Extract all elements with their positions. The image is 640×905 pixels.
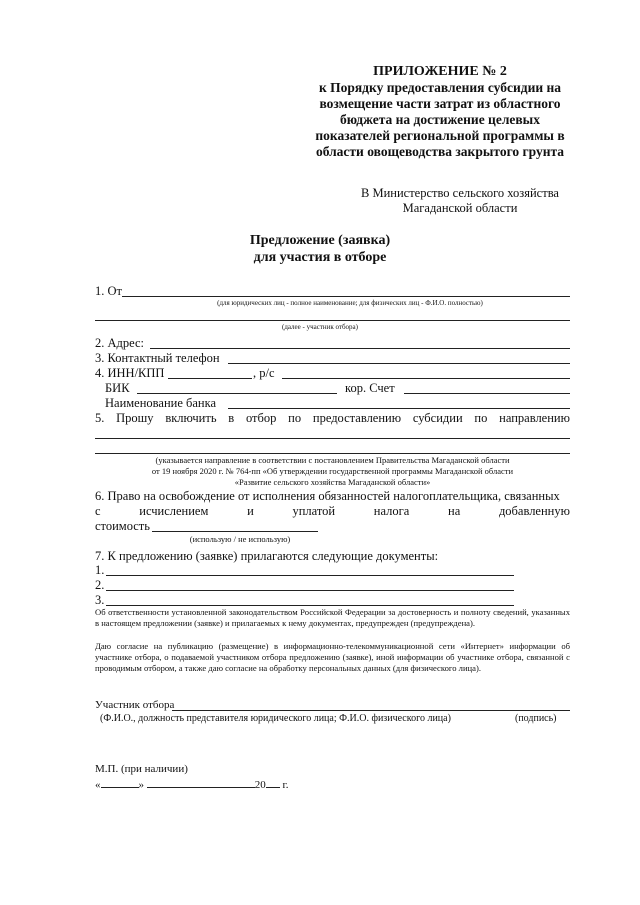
item5-word: включить [165,411,217,425]
item5-note-line: от 19 ноября 2020 г. № 764-пп «Об утверждении государственной программы Магаданской области [151,466,514,476]
month-field[interactable] [147,777,255,788]
participant-label: Участник отбора [95,699,175,711]
item7-label: 7. К предложению (заявке) прилагаются следующие документы: [95,549,439,563]
item5-word: субсидии [412,411,463,425]
item6-word: исчислением [139,504,209,518]
consent-paragraph: Даю согласие на публикацию (размещение) в информационно-телекоммуникационной сети «Интернет» информации об участнике отбора, о подаваемой участником отбора предложению (заявке), иной информации об участнике отбора, связанной с проводимым отбором, а также даю согласие на обработку персональных данных (для физического лица). [95,641,570,673]
year-field[interactable] [266,777,280,788]
stamp-label: М.П. (при наличии) [95,763,188,775]
item5-word: 5. [95,411,105,425]
phone-field[interactable] [228,363,570,364]
item6-word: налога [373,504,410,518]
vat-field[interactable] [152,531,318,532]
item6-line3: стоимость [95,519,150,533]
item6-word: добавленную [498,504,570,518]
address-field[interactable] [150,348,570,349]
appendix-line: бюджета на достижение целевых [340,112,540,127]
item5-word: Прошу [116,411,154,425]
day-field[interactable] [101,777,139,788]
from-field-line2[interactable] [95,320,570,321]
from-hint: (для юридических лиц - полное наименование; для физических лиц - Ф.И.О. полностью) [217,299,483,307]
appendix-line: к Порядку предоставления субсидии на [318,80,562,95]
addressee-line: В Министерство сельского хозяйства [361,186,559,200]
date-line [95,777,289,791]
participant-field[interactable] [172,710,570,711]
item6-word: на [448,504,461,518]
account-label: , р/с [253,366,275,380]
item5-note [95,455,570,488]
from-field[interactable] [122,296,570,297]
item6-line2 [95,504,570,518]
address-label: 2. Адрес: [95,336,145,350]
doc-field-2[interactable] [106,590,514,591]
item6-word: с [95,504,101,518]
korr-label: кор. Счет [345,381,395,395]
year-suffix: г. [282,779,289,791]
doc-field-3[interactable] [106,605,514,606]
inn-label: 4. ИНН/КПП [95,366,165,380]
appendix-line: области овощеводства закрытого грунта [315,144,565,159]
item5-field-line2[interactable] [95,453,570,454]
item5-word: направлению [499,411,570,425]
item6-word: и [247,504,254,518]
item5-word: отбор [245,411,277,425]
bik-label: БИК [105,381,130,395]
document-title [150,232,490,266]
item5-word: предоставлению [312,411,402,425]
item5-word: в [228,411,235,425]
responsibility-paragraph: Об ответственности установленной законодательством Российской Федерации за достоверность и полноту сведений, указанных в настоящем предложении (заявке) и прилагаемых к нему документах, предупрежден (предупреждена). [95,607,570,628]
item6-line1: 6. Право на освобождение от исполнения обязанностей налогоплательщика, связанных [95,489,560,503]
addressee [330,186,590,216]
doc-number: 1. [95,563,105,577]
inn-field[interactable] [168,378,252,379]
item5-line [95,411,570,425]
item5-note-line: (указывается направление в соответствии с постановлением Правительства Магаданской области [155,455,510,465]
item5-field[interactable] [95,438,570,439]
fio-hint: (Ф.И.О., должность представителя юридического лица; Ф.И.О. физического лица) [100,713,451,724]
date-close-quote: » [138,779,144,791]
doc-field-1[interactable] [106,575,514,576]
sign-hint: (подпись) [515,713,557,724]
item5-word: по [474,411,488,425]
korr-field[interactable] [404,393,570,394]
bank-field[interactable] [228,408,570,409]
title-line: для участия в отборе [253,250,387,265]
item6-word: уплатой [292,504,336,518]
appendix-line: показателей региональной программы в [315,128,565,143]
bank-label: Наименование банка [105,396,217,410]
year-prefix: 20 [254,779,266,791]
vat-hint: (использую / не использую) [189,534,291,544]
title-line: Предложение (заявка) [249,233,391,248]
date-open-quote: « [95,779,101,791]
doc-number: 3. [95,593,105,607]
item5-note-line: «Развитие сельского хозяйства Магаданской области» [234,477,431,487]
account-field[interactable] [282,378,570,379]
appendix-line: возмещение части затрат из областного [319,96,561,111]
bik-field[interactable] [137,393,337,394]
doc-number: 2. [95,578,105,592]
from-label: 1. От [95,284,122,298]
from-hint2: (далее - участник отбора) [281,323,358,331]
phone-label: 3. Контактный телефон [95,351,220,365]
addressee-line: Магаданской области [402,201,518,215]
appendix-title: ПРИЛОЖЕНИЕ № 2 [373,64,507,79]
appendix-header [290,64,590,160]
item5-word: по [288,411,302,425]
